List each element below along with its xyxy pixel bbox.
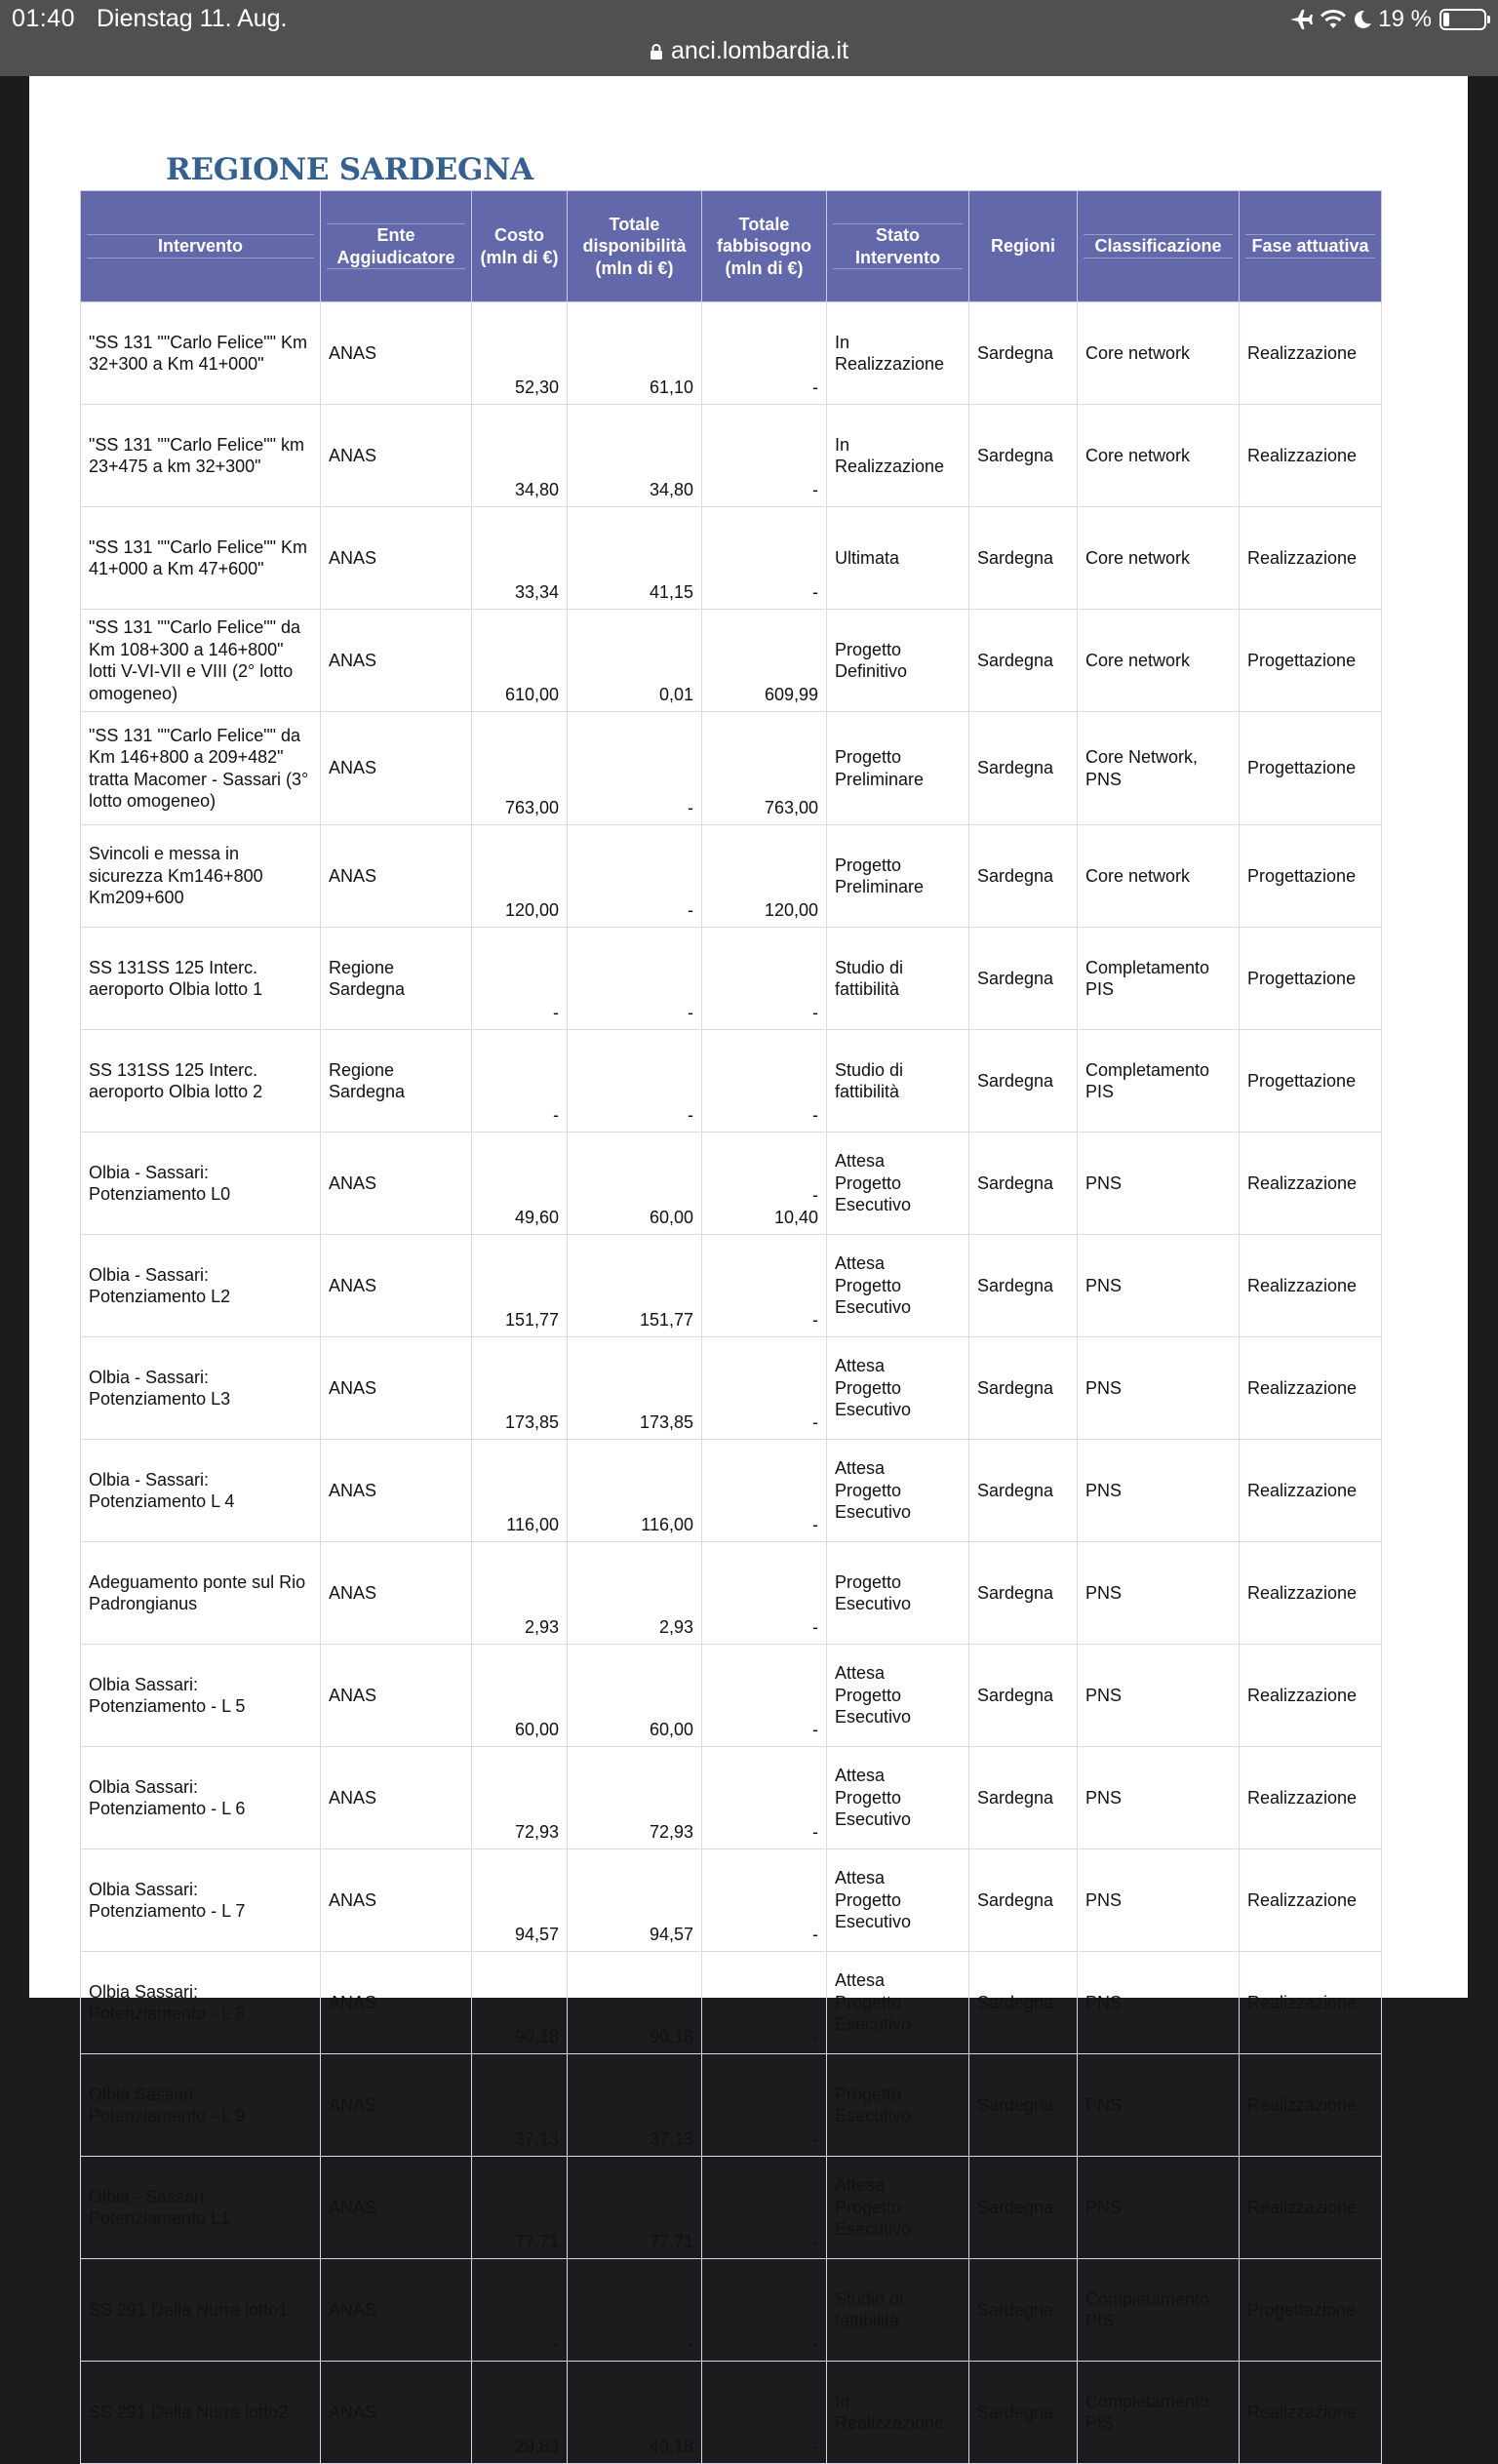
cell-fase: Progettazione bbox=[1240, 1030, 1382, 1133]
cell-fase: Realizzazione bbox=[1240, 2054, 1382, 2157]
cell-classificazione: Core network bbox=[1078, 405, 1240, 507]
col-header-stato: Stato Intervento bbox=[827, 191, 969, 302]
table-row bbox=[81, 1849, 1382, 1952]
cell-disponibilita: 49,18 bbox=[568, 2362, 702, 2464]
table-row bbox=[81, 2259, 1382, 2362]
cell-costo: 52,30 bbox=[472, 302, 568, 405]
cell-regioni: Sardegna bbox=[969, 928, 1078, 1030]
table-row bbox=[81, 1440, 1382, 1542]
table-row bbox=[81, 507, 1382, 610]
cell-fabbisogno: - bbox=[702, 1030, 827, 1133]
cell-fabbisogno: - bbox=[702, 928, 827, 1030]
browser-chrome bbox=[0, 0, 1498, 76]
table-row bbox=[81, 1952, 1382, 2054]
cell-costo: 29,83 bbox=[472, 2362, 568, 2464]
cell-stato: Attesa Progetto Esecutivo bbox=[827, 1747, 969, 1849]
table-row bbox=[81, 2054, 1382, 2157]
cell-stato: Progetto Preliminare bbox=[827, 712, 969, 825]
table-row bbox=[81, 405, 1382, 507]
cell-classificazione: PNS bbox=[1078, 2054, 1240, 2157]
cell-costo: 151,77 bbox=[472, 1235, 568, 1337]
cell-ente: Regione Sardegna bbox=[321, 1030, 472, 1133]
table-row bbox=[81, 825, 1382, 928]
cell-disponibilita: 173,85 bbox=[568, 1337, 702, 1440]
cell-intervento: "SS 131 ""Carlo Felice"" Km 32+300 a Km 41+000" bbox=[81, 302, 321, 405]
cell-ente: ANAS bbox=[321, 507, 472, 610]
cell-disponibilita: 90,18 bbox=[568, 1952, 702, 2054]
cell-fase: Realizzazione bbox=[1240, 1542, 1382, 1645]
cell-stato: Attesa Progetto Esecutivo bbox=[827, 1337, 969, 1440]
table-row bbox=[81, 1030, 1382, 1133]
cell-stato: Attesa Progetto Esecutivo bbox=[827, 1133, 969, 1235]
cell-classificazione: PNS bbox=[1078, 1849, 1240, 1952]
cell-regioni: Sardegna bbox=[969, 712, 1078, 825]
cell-costo: 77,71 bbox=[472, 2157, 568, 2259]
cell-classificazione: PNS bbox=[1078, 1440, 1240, 1542]
cell-stato: Ultimata bbox=[827, 507, 969, 610]
interventions-table bbox=[80, 190, 1382, 2464]
col-header-classificazione: Classificazione bbox=[1078, 191, 1240, 302]
cell-fase: Progettazione bbox=[1240, 825, 1382, 928]
cell-intervento: Svincoli e messa in sicurezza Km146+800 Km209+600 bbox=[81, 825, 321, 928]
cell-disponibilita: 41,15 bbox=[568, 507, 702, 610]
cell-stato: Attesa Progetto Esecutivo bbox=[827, 1645, 969, 1747]
cell-regioni: Sardegna bbox=[969, 2157, 1078, 2259]
cell-disponibilita: - bbox=[568, 1030, 702, 1133]
table-body bbox=[81, 302, 1382, 2464]
cell-intervento: SS 291 Della Nurra lotto2 bbox=[81, 2362, 321, 2464]
cell-stato: Attesa Progetto Esecutivo bbox=[827, 1440, 969, 1542]
cell-intervento: "SS 131 ""Carlo Felice"" da Km 146+800 a 209+482" tratta Macomer - Sassari (3° lotto omogeneo) bbox=[81, 712, 321, 825]
cell-fase: Progettazione bbox=[1240, 928, 1382, 1030]
cell-ente: ANAS bbox=[321, 302, 472, 405]
col-header-fase: Fase attuativa bbox=[1240, 191, 1382, 302]
cell-stato: Progetto Definitivo bbox=[827, 610, 969, 712]
cell-ente: ANAS bbox=[321, 405, 472, 507]
cell-ente: ANAS bbox=[321, 1235, 472, 1337]
cell-classificazione: Core Network, PNS bbox=[1078, 712, 1240, 825]
cell-ente: ANAS bbox=[321, 1337, 472, 1440]
cell-disponibilita: - bbox=[568, 712, 702, 825]
cell-disponibilita: 60,00 bbox=[568, 1133, 702, 1235]
wifi-icon bbox=[1320, 9, 1347, 30]
cell-classificazione: Completamento PIS bbox=[1078, 1030, 1240, 1133]
cell-classificazione: PNS bbox=[1078, 2157, 1240, 2259]
url-text[interactable]: anci.lombardia.it bbox=[670, 37, 849, 64]
cell-ente: ANAS bbox=[321, 1849, 472, 1952]
address-bar[interactable] bbox=[0, 37, 1498, 65]
cell-fabbisogno: - bbox=[702, 302, 827, 405]
cell-fase: Realizzazione bbox=[1240, 1747, 1382, 1849]
cell-disponibilita: - bbox=[568, 825, 702, 928]
cell-fabbisogno: 763,00 bbox=[702, 712, 827, 825]
cell-stato: In Realizzazione bbox=[827, 302, 969, 405]
cell-stato: Progetto Esecutivo bbox=[827, 1542, 969, 1645]
cell-disponibilita: 60,00 bbox=[568, 1645, 702, 1747]
cell-intervento: SS 131SS 125 Interc. aeroporto Olbia lotto 2 bbox=[81, 1030, 321, 1133]
cell-intervento: "SS 131 ""Carlo Felice"" km 23+475 a km 32+300" bbox=[81, 405, 321, 507]
cell-disponibilita: 2,93 bbox=[568, 1542, 702, 1645]
cell-intervento: Olbia Sassari: Potenziamento - L 9 bbox=[81, 2054, 321, 2157]
battery-icon bbox=[1439, 9, 1486, 30]
cell-fase: Realizzazione bbox=[1240, 2362, 1382, 2464]
cell-fase: Realizzazione bbox=[1240, 1952, 1382, 2054]
table-row bbox=[81, 712, 1382, 825]
cell-regioni: Sardegna bbox=[969, 302, 1078, 405]
cell-costo: 37,13 bbox=[472, 2054, 568, 2157]
cell-fase: Realizzazione bbox=[1240, 2157, 1382, 2259]
cell-stato: Studio di fattibilità bbox=[827, 928, 969, 1030]
cell-fabbisogno: - bbox=[702, 2259, 827, 2362]
cell-disponibilita: 72,93 bbox=[568, 1747, 702, 1849]
cell-costo: - bbox=[472, 928, 568, 1030]
cell-ente: ANAS bbox=[321, 1952, 472, 2054]
cell-intervento: SS 131SS 125 Interc. aeroporto Olbia lotto 1 bbox=[81, 928, 321, 1030]
cell-disponibilita: 34,80 bbox=[568, 405, 702, 507]
cell-intervento: Olbia Sassari: Potenziamento - L 8 bbox=[81, 1952, 321, 2054]
cell-fabbisogno: - bbox=[702, 1849, 827, 1952]
col-header-fabbisogno: Totale fabbisogno (mln di €) bbox=[702, 191, 827, 302]
cell-fase: Realizzazione bbox=[1240, 1645, 1382, 1747]
cell-fabbisogno: - bbox=[702, 2157, 827, 2259]
col-header-disponibilita: Totale disponibilità (mln di €) bbox=[568, 191, 702, 302]
table-row bbox=[81, 1337, 1382, 1440]
table-row bbox=[81, 1235, 1382, 1337]
cell-costo: 94,57 bbox=[472, 1849, 568, 1952]
cell-intervento: Olbia Sassari: Potenziamento - L 7 bbox=[81, 1849, 321, 1952]
cell-classificazione: PNS bbox=[1078, 1235, 1240, 1337]
cell-ente: ANAS bbox=[321, 1645, 472, 1747]
cell-regioni: Sardegna bbox=[969, 405, 1078, 507]
cell-costo: - bbox=[472, 1030, 568, 1133]
cell-fabbisogno: - bbox=[702, 2362, 827, 2464]
cell-costo: - bbox=[472, 2259, 568, 2362]
battery-percentage: 19 % bbox=[1378, 6, 1432, 32]
cell-fabbisogno: - bbox=[702, 1952, 827, 2054]
cell-fase: Progettazione bbox=[1240, 2259, 1382, 2362]
cell-disponibilita: - bbox=[568, 2259, 702, 2362]
cell-classificazione: Core network bbox=[1078, 610, 1240, 712]
table-row bbox=[81, 1542, 1382, 1645]
cell-fase: Realizzazione bbox=[1240, 1440, 1382, 1542]
cell-classificazione: PNS bbox=[1078, 1747, 1240, 1849]
cell-ente: ANAS bbox=[321, 1542, 472, 1645]
cell-fabbisogno: - 10,40 bbox=[702, 1133, 827, 1235]
col-header-costo: Costo (mln di €) bbox=[472, 191, 568, 302]
cell-classificazione: PNS bbox=[1078, 1337, 1240, 1440]
cell-classificazione: Core network bbox=[1078, 302, 1240, 405]
cell-stato: Progetto Esecutivo bbox=[827, 2054, 969, 2157]
cell-costo: 2,93 bbox=[472, 1542, 568, 1645]
cell-ente: ANAS bbox=[321, 1133, 472, 1235]
cell-intervento: "SS 131 ""Carlo Felice"" Km 41+000 a Km 47+600" bbox=[81, 507, 321, 610]
table-row bbox=[81, 1645, 1382, 1747]
cell-stato: Studio di fattibilità bbox=[827, 1030, 969, 1133]
cell-intervento: SS 291 Della Nurra lotto1 bbox=[81, 2259, 321, 2362]
status-time: 01:40 bbox=[12, 5, 76, 32]
cell-regioni: Sardegna bbox=[969, 1235, 1078, 1337]
cell-disponibilita: 37,13 bbox=[568, 2054, 702, 2157]
cell-fase: Realizzazione bbox=[1240, 302, 1382, 405]
cell-fabbisogno: - bbox=[702, 1235, 827, 1337]
cell-fabbisogno: - bbox=[702, 507, 827, 610]
cell-ente: ANAS bbox=[321, 2259, 472, 2362]
cell-classificazione: Core network bbox=[1078, 825, 1240, 928]
cell-regioni: Sardegna bbox=[969, 1542, 1078, 1645]
cell-regioni: Sardegna bbox=[969, 1030, 1078, 1133]
cell-ente: ANAS bbox=[321, 2362, 472, 2464]
cell-fase: Progettazione bbox=[1240, 610, 1382, 712]
cell-classificazione: Completamento PIS bbox=[1078, 2259, 1240, 2362]
cell-fabbisogno: - bbox=[702, 1645, 827, 1747]
cell-regioni: Sardegna bbox=[969, 1133, 1078, 1235]
status-date: Dienstag 11. Aug. bbox=[97, 5, 288, 32]
cell-stato: In Realizzazione bbox=[827, 405, 969, 507]
table-row bbox=[81, 2157, 1382, 2259]
cell-ente: ANAS bbox=[321, 1747, 472, 1849]
cell-ente: ANAS bbox=[321, 712, 472, 825]
cell-regioni: Sardegna bbox=[969, 825, 1078, 928]
cell-classificazione: PNS bbox=[1078, 1645, 1240, 1747]
cell-costo: 120,00 bbox=[472, 825, 568, 928]
cell-disponibilita: 77,71 bbox=[568, 2157, 702, 2259]
cell-fabbisogno: 120,00 bbox=[702, 825, 827, 928]
cell-fase: Realizzazione bbox=[1240, 405, 1382, 507]
status-indicators bbox=[1288, 5, 1486, 34]
table-row bbox=[81, 610, 1382, 712]
cell-fase: Realizzazione bbox=[1240, 1133, 1382, 1235]
cell-regioni: Sardegna bbox=[969, 1747, 1078, 1849]
table-row bbox=[81, 302, 1382, 405]
cell-disponibilita: 116,00 bbox=[568, 1440, 702, 1542]
document-page bbox=[29, 76, 1468, 2456]
cell-regioni: Sardegna bbox=[969, 2259, 1078, 2362]
cell-costo: 33,34 bbox=[472, 507, 568, 610]
cell-fabbisogno: - bbox=[702, 1337, 827, 1440]
cell-ente: ANAS bbox=[321, 2054, 472, 2157]
cell-regioni: Sardegna bbox=[969, 1849, 1078, 1952]
cell-ente: ANAS bbox=[321, 610, 472, 712]
table-row bbox=[81, 1747, 1382, 1849]
table-header bbox=[81, 191, 1382, 302]
cell-regioni: Sardegna bbox=[969, 1440, 1078, 1542]
cell-costo: 60,00 bbox=[472, 1645, 568, 1747]
cell-regioni: Sardegna bbox=[969, 1337, 1078, 1440]
cell-ente: ANAS bbox=[321, 825, 472, 928]
cell-regioni: Sardegna bbox=[969, 2362, 1078, 2464]
cell-fase: Progettazione bbox=[1240, 712, 1382, 825]
cell-disponibilita: - bbox=[568, 928, 702, 1030]
cell-stato: Attesa Progetto Esecutivo bbox=[827, 1849, 969, 1952]
cell-disponibilita: 151,77 bbox=[568, 1235, 702, 1337]
cell-fase: Realizzazione bbox=[1240, 1337, 1382, 1440]
cell-costo: 90,18 bbox=[472, 1952, 568, 2054]
cell-fase: Realizzazione bbox=[1240, 1849, 1382, 1952]
cell-costo: 116,00 bbox=[472, 1440, 568, 1542]
cell-classificazione: Completamento PIS bbox=[1078, 928, 1240, 1030]
airplane-icon bbox=[1288, 8, 1314, 31]
cell-costo: 72,93 bbox=[472, 1747, 568, 1849]
cell-costo: 173,85 bbox=[472, 1337, 568, 1440]
lock-icon bbox=[650, 43, 663, 60]
cell-regioni: Sardegna bbox=[969, 1645, 1078, 1747]
page-title: REGIONE SARDEGNA bbox=[166, 152, 533, 187]
cell-disponibilita: 0,01 bbox=[568, 610, 702, 712]
cell-stato: Studio di fattibilità bbox=[827, 2259, 969, 2362]
cell-fase: Realizzazione bbox=[1240, 507, 1382, 610]
cell-intervento: Olbia - Sassari: Potenziamento L2 bbox=[81, 1235, 321, 1337]
cell-fabbisogno: - bbox=[702, 2054, 827, 2157]
col-header-ente: Ente Aggiudicatore bbox=[321, 191, 472, 302]
cell-regioni: Sardegna bbox=[969, 1952, 1078, 2054]
cell-fabbisogno: - bbox=[702, 1747, 827, 1849]
col-header-intervento: Intervento bbox=[81, 191, 321, 302]
cell-intervento: "SS 131 ""Carlo Felice"" da Km 108+300 a 146+800" lotti V-VI-VII e VIII (2° lotto omogeneo) bbox=[81, 610, 321, 712]
cell-regioni: Sardegna bbox=[969, 507, 1078, 610]
cell-stato: Attesa Progetto Esecutivo bbox=[827, 2157, 969, 2259]
cell-fabbisogno: - bbox=[702, 1440, 827, 1542]
moon-icon bbox=[1353, 9, 1372, 30]
cell-ente: ANAS bbox=[321, 2157, 472, 2259]
cell-costo: 610,00 bbox=[472, 610, 568, 712]
cell-stato: Attesa Progetto Esecutivo bbox=[827, 1952, 969, 2054]
cell-intervento: Olbia Sassari: Potenziamento - L 6 bbox=[81, 1747, 321, 1849]
cell-classificazione: Core network bbox=[1078, 507, 1240, 610]
cell-intervento: Olbia - Sassari: Potenziamento L 4 bbox=[81, 1440, 321, 1542]
cell-ente: Regione Sardegna bbox=[321, 928, 472, 1030]
cell-ente: ANAS bbox=[321, 1440, 472, 1542]
cell-regioni: Sardegna bbox=[969, 2054, 1078, 2157]
cell-fabbisogno: - bbox=[702, 405, 827, 507]
col-header-regioni: Regioni bbox=[969, 191, 1078, 302]
cell-intervento: Adeguamento ponte sul Rio Padrongianus bbox=[81, 1542, 321, 1645]
cell-costo: 763,00 bbox=[472, 712, 568, 825]
cell-classificazione: Completamento PIS bbox=[1078, 2362, 1240, 2464]
cell-classificazione: PNS bbox=[1078, 1542, 1240, 1645]
cell-fabbisogno: - bbox=[702, 1542, 827, 1645]
cell-intervento: Olbia Sassari: Potenziamento - L 5 bbox=[81, 1645, 321, 1747]
cell-fabbisogno: 609,99 bbox=[702, 610, 827, 712]
cell-regioni: Sardegna bbox=[969, 610, 1078, 712]
cell-classificazione: PNS bbox=[1078, 1952, 1240, 2054]
cell-disponibilita: 61,10 bbox=[568, 302, 702, 405]
cell-stato: Attesa Progetto Esecutivo bbox=[827, 1235, 969, 1337]
cell-disponibilita: 94,57 bbox=[568, 1849, 702, 1952]
cell-fase: Realizzazione bbox=[1240, 1235, 1382, 1337]
table-row bbox=[81, 1133, 1382, 1235]
cell-intervento: Olbia - Sassari: Potenziamento L1 bbox=[81, 2157, 321, 2259]
cell-stato: Progetto Preliminare bbox=[827, 825, 969, 928]
table-row bbox=[81, 928, 1382, 1030]
table-row bbox=[81, 2362, 1382, 2464]
cell-intervento: Olbia - Sassari: Potenziamento L0 bbox=[81, 1133, 321, 1235]
cell-classificazione: PNS bbox=[1078, 1133, 1240, 1235]
cell-stato: In Realizzazione bbox=[827, 2362, 969, 2464]
cell-intervento: Olbia - Sassari: Potenziamento L3 bbox=[81, 1337, 321, 1440]
cell-costo: 49,60 bbox=[472, 1133, 568, 1235]
cell-costo: 34,80 bbox=[472, 405, 568, 507]
